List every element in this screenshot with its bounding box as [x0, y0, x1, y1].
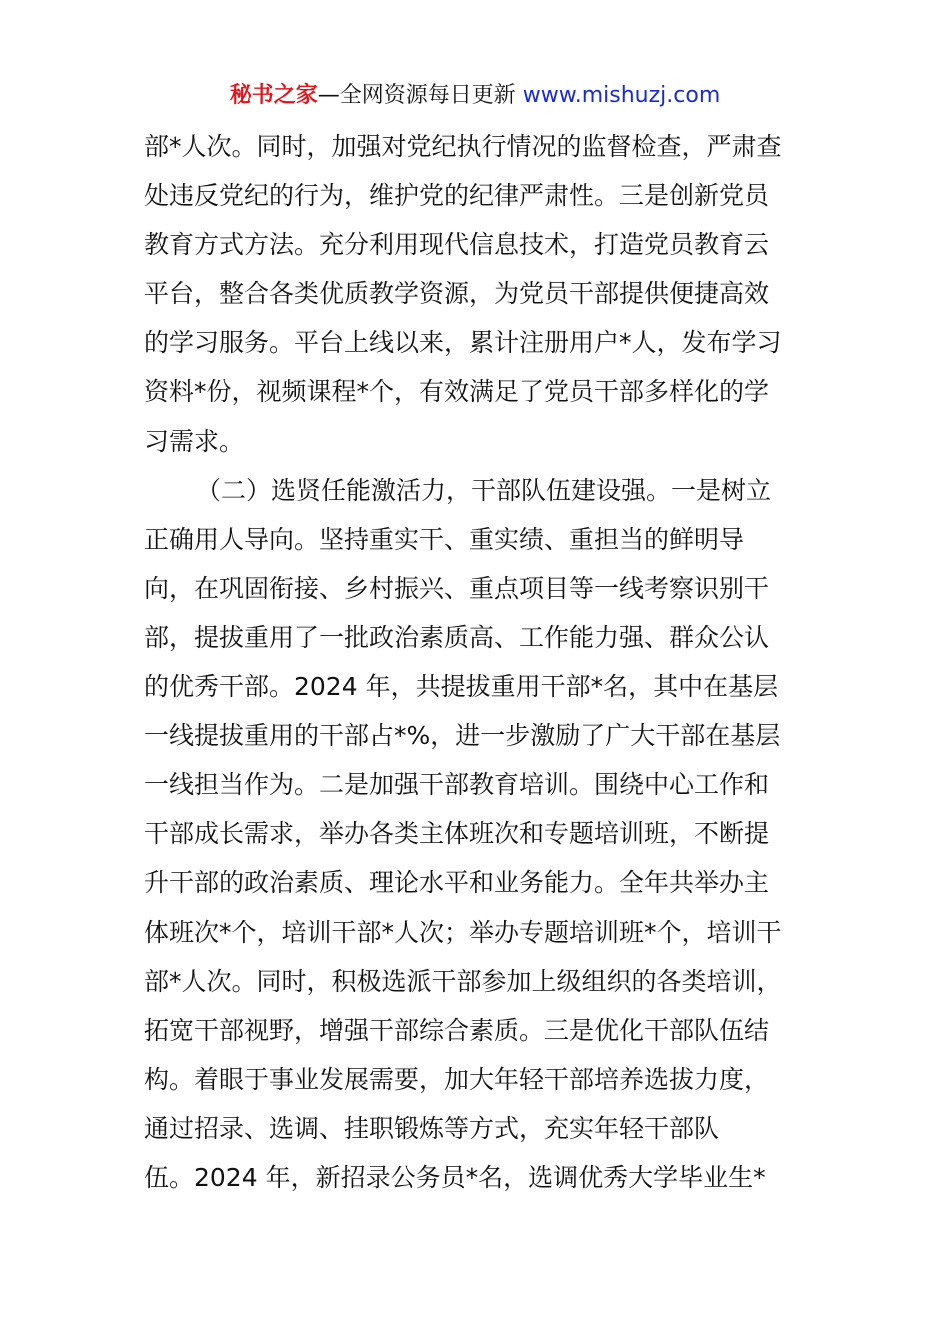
text-line: 通过招录、选调、挂职锻炼等方式，充实年轻干部队	[144, 1113, 720, 1143]
text-line: 部*人次。同时，加强对党纪执行情况的监督检查，严肃查	[144, 132, 782, 161]
site-tagline: —全网资源每日更新	[317, 83, 523, 108]
text-line: 一线担当作为。二是加强干部教育培训。围绕中心工作和	[144, 770, 770, 800]
text-line: 习需求。	[144, 426, 245, 456]
text-line: 资料*份，视频课程*个，有效满足了党员干部多样化的学	[144, 377, 770, 407]
text-line: 升干部的政治素质、理论水平和业务能力。全年共举办主	[144, 868, 770, 898]
text-line: 干部成长需求，举办各类主体班次和专题培训班，不断提	[144, 819, 770, 849]
text-line: 构。着眼于事业发展需要，加大年轻干部培养选拔力度，	[144, 1064, 770, 1094]
text-line: 的学习服务。平台上线以来，累计注册用户*人，发布学习	[144, 328, 782, 358]
text-line: 伍。2024 年，新招录公务员*名，选调优秀大学毕业生*	[144, 1162, 766, 1192]
text-line: 向，在巩固衔接、乡村振兴、重点项目等一线考察识别干	[144, 573, 770, 603]
text-line: 处违反党纪的行为，维护党的纪律严肃性。三是创新党员	[144, 181, 770, 211]
site-brand: 秘书之家	[229, 83, 318, 108]
site-url-link[interactable]: www.mishuzj.com	[522, 83, 721, 108]
text-line: 体班次*个，培训干部*人次；举办专题培训班*个，培训干	[144, 917, 782, 947]
site-header	[0, 80, 950, 112]
text-line: 正确用人导向。坚持重实干、重实绩、重担当的鲜明导	[144, 524, 745, 554]
text-line: 部*人次。同时，积极选派干部参加上级组织的各类培训，	[144, 966, 782, 996]
text-line: 教育方式方法。充分利用现代信息技术，打造党员教育云	[144, 230, 770, 260]
document-body	[144, 122, 808, 1202]
text-line: 部，提拔重用了一批政治素质高、工作能力强、群众公认	[144, 622, 770, 652]
text-line: 拓宽干部视野，增强干部综合素质。三是优化干部队伍结	[144, 1015, 770, 1045]
section-heading-line: （二）选贤任能激活力，干部队伍建设强。一是树立	[196, 475, 772, 505]
text-line: 一线提拔重用的干部占*%，进一步激励了广大干部在基层	[144, 721, 781, 751]
text-line: 的优秀干部。2024 年，共提拔重用干部*名，其中在基层	[144, 672, 779, 702]
text-line: 平台，整合各类优质教学资源，为党员干部提供便捷高效	[144, 279, 770, 309]
